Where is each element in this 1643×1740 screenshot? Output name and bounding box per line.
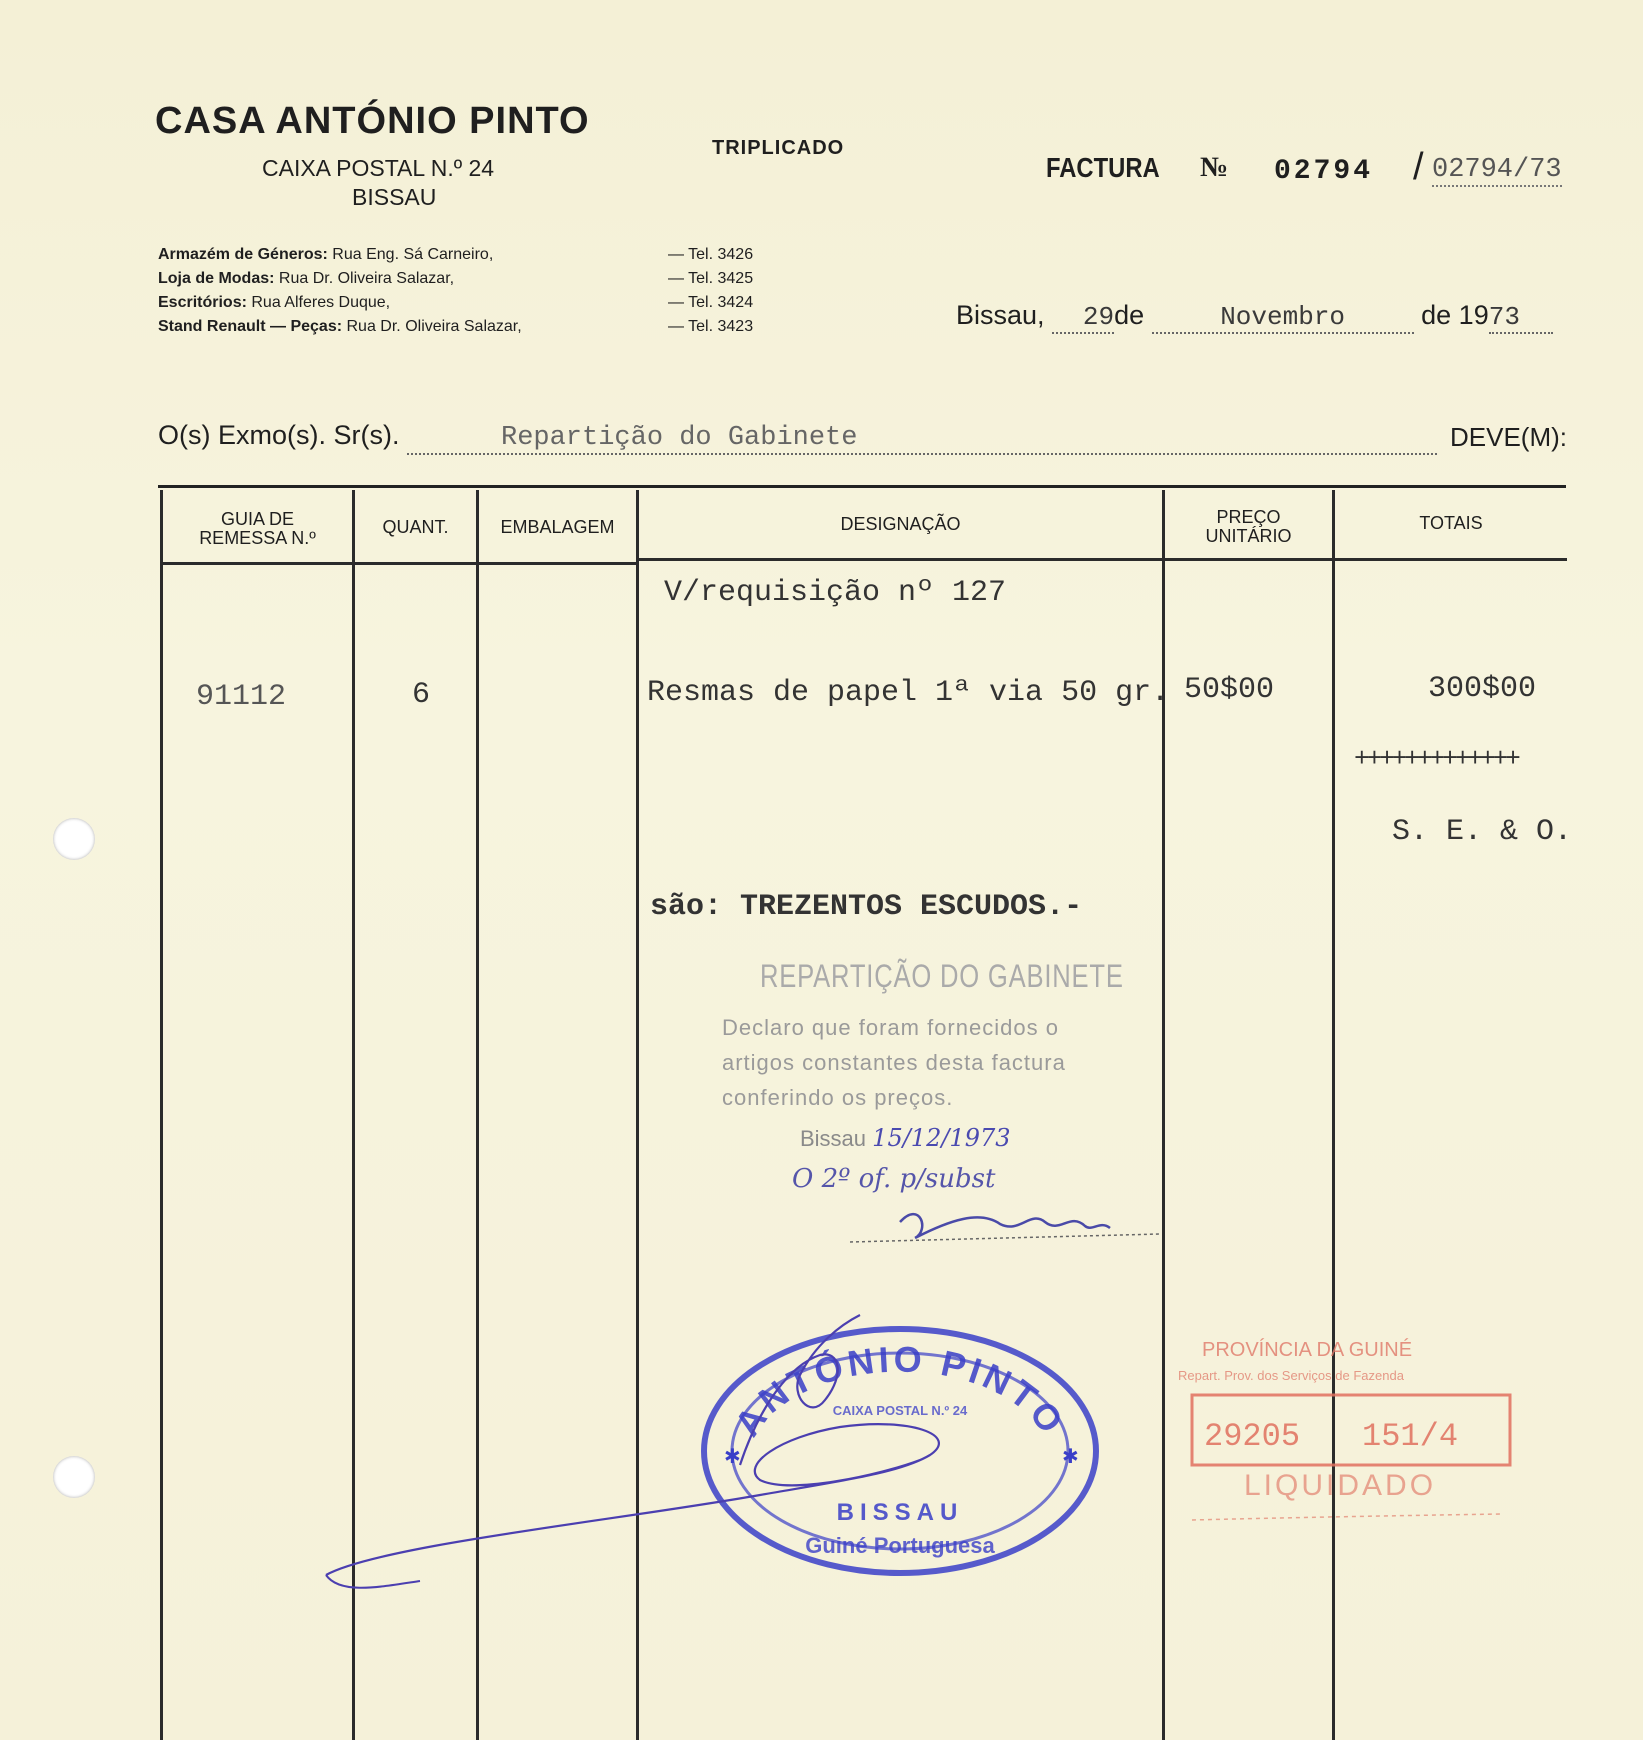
header-underline	[163, 562, 352, 565]
invoice-slash: /	[1413, 146, 1424, 188]
row-quant: 6	[412, 678, 431, 712]
company-city: BISSAU	[352, 184, 437, 210]
seo-mark: S. E. & O.	[1392, 815, 1573, 849]
header-quant: QUANT.	[382, 517, 449, 537]
invoice-ref: 02794/73	[1432, 155, 1562, 185]
contact-tel: — Tel. 3424	[668, 294, 754, 311]
punch-hole	[53, 1456, 95, 1498]
header-underline	[479, 562, 636, 565]
row-guia: 91112	[196, 680, 287, 714]
header-underline	[639, 558, 1162, 561]
contact-line: Escritórios: Rua Alferes Duque,	[158, 294, 391, 311]
contact-line: Stand Renault — Peças: Rua Dr. Oliveira Salazar,	[158, 318, 522, 335]
header-embalagem: EMBALAGEM	[500, 517, 615, 537]
tel-block	[668, 243, 753, 339]
contact-tel: — Tel. 3423	[668, 318, 754, 335]
invoice-number-symbol: №	[1200, 152, 1229, 183]
header-underline	[1335, 558, 1567, 561]
cert-title: REPARTIÇÃO DO GABINETE	[760, 958, 1124, 994]
contact-line: Armazém de Géneros: Rua Eng. Sá Carneiro,	[158, 246, 494, 263]
cert-role: O 2º of. p/subst	[792, 1164, 996, 1194]
header-underline	[355, 562, 476, 565]
cert-date-prefix: Bissau	[800, 1126, 867, 1151]
invoice-label: FACTURA	[1046, 152, 1160, 183]
red-stamp-num-2: 151/4	[1362, 1418, 1459, 1455]
header-guia: GUIA DE REMESSA N.º	[199, 509, 316, 548]
row-total: 300$00	[1428, 672, 1537, 706]
requisition-ref: V/requisição nº 127	[664, 576, 1007, 610]
copy-type: TRIPLICADO	[712, 137, 845, 159]
red-stamp-line-2: Repart. Prov. dos Serviços de Fazenda	[1178, 1368, 1404, 1383]
header-totais: TOTAIS	[1419, 513, 1483, 533]
date-day: 29	[1052, 302, 1114, 334]
date-line	[956, 300, 1553, 334]
col-divider	[1332, 490, 1335, 1740]
header-designacao: DESIGNAÇÃO	[840, 514, 961, 534]
star-icon: ✱	[724, 1446, 741, 1468]
stamp-bottom-text: Guiné Portuguesa	[805, 1533, 995, 1558]
stamp-middle-text: CAIXA POSTAL N.º 24	[832, 1403, 968, 1418]
stamp-top-text: ANTÓNIO PINTO	[726, 1338, 1074, 1444]
customer-name: Repartição do Gabinete	[407, 423, 1437, 455]
cert-line-2: artigos constantes desta factura	[722, 1050, 1066, 1075]
red-stamp-status: LIQUIDADO	[1244, 1469, 1437, 1502]
company-postal: CAIXA POSTAL N.º 24	[262, 155, 495, 181]
contact-tel: — Tel. 3425	[668, 270, 754, 287]
cert-line-3: conferindo os preços.	[722, 1085, 954, 1110]
star-icon: ✱	[1062, 1446, 1079, 1468]
customer-line	[158, 420, 1437, 455]
customer-prefix: O(s) Exmo(s). Sr(s).	[158, 420, 400, 450]
total-separator: +++++++++++++	[1354, 744, 1518, 774]
cert-date: 15/12/1973	[872, 1124, 1011, 1152]
date-year: 73	[1489, 302, 1553, 334]
contact-line: Loja de Modas: Rua Dr. Oliveira Salazar,	[158, 270, 455, 287]
company-name: CASA ANTÓNIO PINTO	[155, 100, 590, 142]
date-de: de	[1114, 300, 1145, 330]
deve-label: DEVE(M):	[1450, 422, 1567, 452]
date-place: Bissau,	[956, 300, 1045, 330]
cert-line-1: Declaro que foram fornecidos o	[722, 1015, 1059, 1040]
stamp-city-text: BISSAU	[836, 1499, 964, 1526]
row-preco: 50$00	[1184, 673, 1275, 707]
header-underline	[1165, 558, 1332, 561]
row-designacao: Resmas de papel 1ª via 50 gr.	[647, 676, 1170, 710]
signature-scrawl	[320, 1305, 1040, 1605]
contacts-block	[158, 243, 522, 339]
date-de-19: de 19	[1421, 300, 1489, 330]
col-divider	[160, 490, 163, 1740]
table-top-line	[158, 485, 1566, 488]
punch-hole	[53, 818, 95, 860]
red-stamp-num-1: 29205	[1204, 1418, 1301, 1455]
amount-in-words: são: TREZENTOS ESCUDOS.-	[650, 890, 1083, 924]
header-preco: PREÇO UNITÁRIO	[1205, 507, 1292, 546]
handwritten-signature	[830, 1190, 1190, 1260]
red-stamp-line-1: PROVÍNCIA DA GUINÉ	[1202, 1339, 1413, 1361]
cert-date-line	[800, 1124, 1011, 1152]
date-month: Novembro	[1152, 302, 1414, 334]
fiscal-stamp	[1172, 1320, 1532, 1550]
invoice-number: 02794	[1274, 156, 1374, 187]
contact-tel: — Tel. 3426	[668, 246, 754, 263]
